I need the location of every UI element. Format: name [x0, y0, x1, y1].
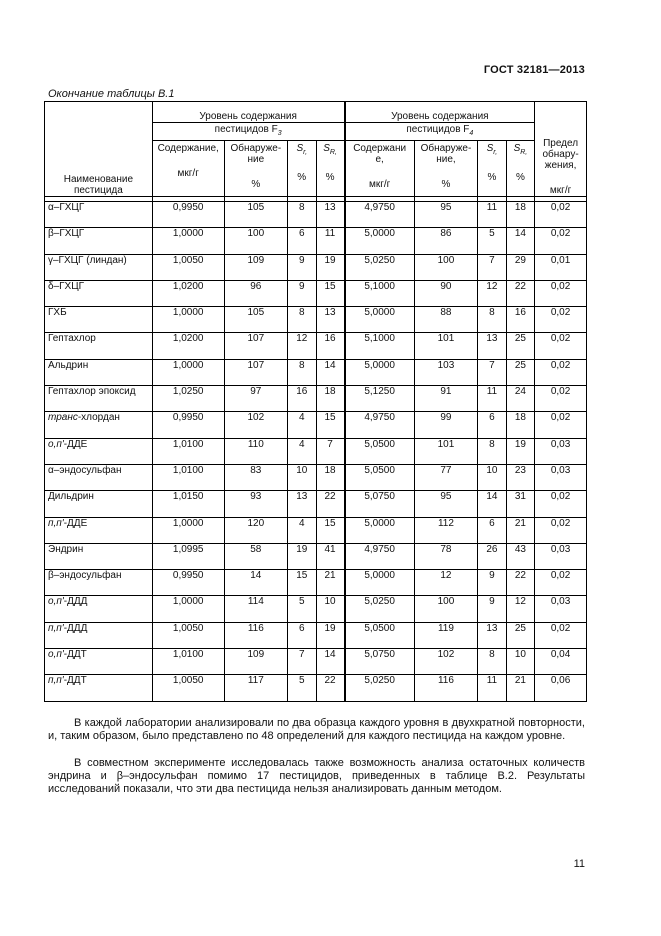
- pesticide-name-text: -ДДД: [63, 596, 88, 608]
- cell-sR-f3: 18: [316, 464, 345, 490]
- cell-detected-f3: 117: [224, 675, 287, 701]
- header-f4-sr: [478, 141, 507, 197]
- cell-sr-f3: 15: [288, 570, 317, 596]
- cell-content-f4: 5,0750: [345, 649, 415, 675]
- table-body: [45, 197, 587, 702]
- header-f3-content-unit: мкг/г: [177, 168, 199, 179]
- cell-content-f4: 5,1000: [345, 333, 415, 359]
- cell-detection-limit: 0,02: [535, 202, 587, 228]
- cell-detection-limit: 0,02: [535, 491, 587, 517]
- pesticide-name-text: α–ГХЦГ: [48, 202, 85, 213]
- cell-content-f3: 1,0250: [152, 386, 224, 412]
- header-level-f4-subscript: 4: [469, 130, 474, 137]
- table-row: [45, 570, 587, 596]
- cell-pesticide-name: [45, 622, 153, 648]
- cell-content-f4: 5,1000: [345, 280, 415, 306]
- cell-sr-f3: 13: [288, 491, 317, 517]
- cell-detection-limit: 0,03: [535, 543, 587, 569]
- cell-sr-f3: 9: [288, 254, 317, 280]
- cell-pesticide-name: [45, 675, 153, 701]
- table-row: [45, 464, 587, 490]
- pesticide-name-text: Гептахлор эпоксид: [48, 386, 136, 398]
- cell-sR-f3: 10: [316, 596, 345, 622]
- cell-detected-f4: 90: [414, 280, 477, 306]
- cell-sr-f3: 19: [288, 543, 317, 569]
- header-f3-sr: [288, 141, 317, 197]
- cell-sr-f3: 8: [288, 307, 317, 333]
- cell-detected-f3: 110: [224, 438, 287, 464]
- cell-content-f3: 0,9950: [152, 570, 224, 596]
- cell-sr-f3: 6: [288, 622, 317, 648]
- pesticide-name-italic: п,п': [48, 675, 64, 687]
- header-f3-content-label: Содержание,: [157, 143, 219, 154]
- header-f4-sr-unit: %: [487, 172, 497, 183]
- pesticide-name-text: ГХБ: [48, 307, 67, 319]
- cell-pesticide-name: [45, 438, 153, 464]
- cell-content-f4: 5,0250: [345, 254, 415, 280]
- cell-sR-f4: 29: [506, 254, 535, 280]
- cell-detection-limit: 0,03: [535, 464, 587, 490]
- cell-detection-limit: 0,03: [535, 438, 587, 464]
- cell-sR-f4: 43: [506, 543, 535, 569]
- cell-sR-f4: 10: [506, 649, 535, 675]
- cell-sr-f4: 7: [478, 359, 507, 385]
- cell-detected-f3: 109: [224, 649, 287, 675]
- cell-sr-f3: 16: [288, 386, 317, 412]
- cell-sR-f4: 25: [506, 333, 535, 359]
- cell-sR-f3: 16: [316, 333, 345, 359]
- cell-sr-f4: 8: [478, 438, 507, 464]
- document-standard-code: ГОСТ 32181—2013: [483, 64, 585, 76]
- pesticide-name-italic: о,п': [48, 438, 64, 450]
- cell-sR-f3: 41: [316, 543, 345, 569]
- cell-sR-f3: 18: [316, 386, 345, 412]
- cell-detection-limit: 0,02: [535, 386, 587, 412]
- cell-sR-f4: 24: [506, 386, 535, 412]
- cell-content-f4: 5,0750: [345, 491, 415, 517]
- header-f4-content: [345, 141, 415, 197]
- cell-content-f3: 1,0100: [152, 438, 224, 464]
- cell-detected-f3: 102: [224, 412, 287, 438]
- cell-pesticide-name: [45, 596, 153, 622]
- cell-content-f3: 1,0000: [152, 228, 224, 254]
- cell-detected-f3: 100: [224, 228, 287, 254]
- cell-sR-f3: 15: [316, 517, 345, 543]
- header-f4-sr-symbol: S: [486, 143, 494, 154]
- pesticide-name-text: -ДДТ: [63, 675, 87, 687]
- table-row: [45, 622, 587, 648]
- header-f3-sr-subscript: r,: [303, 149, 308, 156]
- cell-pesticide-name: [45, 228, 153, 254]
- cell-detection-limit: 0,02: [535, 228, 587, 254]
- cell-detection-limit: 0,02: [535, 307, 587, 333]
- cell-content-f3: 1,0050: [152, 675, 224, 701]
- cell-content-f3: 1,0000: [152, 359, 224, 385]
- cell-sR-f4: 22: [506, 570, 535, 596]
- cell-detected-f3: 107: [224, 333, 287, 359]
- cell-detected-f3: 93: [224, 491, 287, 517]
- cell-detected-f4: 86: [414, 228, 477, 254]
- cell-content-f3: 1,0050: [152, 254, 224, 280]
- page-number: 11: [573, 858, 585, 870]
- cell-detection-limit: 0,02: [535, 412, 587, 438]
- cell-detection-limit: 0,03: [535, 596, 587, 622]
- cell-content-f3: 1,0000: [152, 307, 224, 333]
- cell-sr-f3: 12: [288, 333, 317, 359]
- cell-detected-f3: 109: [224, 254, 287, 280]
- cell-detection-limit: 0,02: [535, 280, 587, 306]
- cell-sR-f4: 19: [506, 438, 535, 464]
- pesticide-name-text: Дильдрин: [48, 491, 94, 503]
- cell-detection-limit: 0,01: [535, 254, 587, 280]
- pesticide-name-italic: о,п': [48, 596, 64, 608]
- cell-sr-f3: 4: [288, 517, 317, 543]
- cell-detected-f4: 88: [414, 307, 477, 333]
- cell-sr-f3: 4: [288, 438, 317, 464]
- cell-sR-f4: 25: [506, 622, 535, 648]
- pesticide-name-italic: п,п': [48, 622, 64, 634]
- pesticide-name-italic: о,п': [48, 649, 64, 661]
- header-f4-content-unit: мкг/г: [368, 179, 391, 190]
- table-row: [45, 254, 587, 280]
- header-level-f4-line1: Уровень содержания: [345, 102, 535, 123]
- cell-sR-f3: 22: [316, 491, 345, 517]
- cell-content-f3: 1,0000: [152, 517, 224, 543]
- cell-detected-f3: 83: [224, 464, 287, 490]
- cell-sr-f3: 5: [288, 675, 317, 701]
- cell-content-f4: 4,9750: [345, 543, 415, 569]
- cell-detection-limit: 0,02: [535, 359, 587, 385]
- pesticide-name-text: Гептахлор: [48, 333, 96, 345]
- cell-content-f4: 5,0000: [345, 570, 415, 596]
- table-row: [45, 359, 587, 385]
- cell-content-f3: 0,9950: [152, 202, 224, 228]
- header-detection-limit: [535, 102, 587, 197]
- cell-detected-f4: 95: [414, 491, 477, 517]
- pesticide-name-italic: п,п': [48, 517, 64, 529]
- cell-sR-f4: 16: [506, 307, 535, 333]
- cell-content-f3: 1,0000: [152, 596, 224, 622]
- cell-pesticide-name: [45, 333, 153, 359]
- cell-detected-f4: 77: [414, 464, 477, 490]
- cell-content-f3: 1,0050: [152, 622, 224, 648]
- cell-detected-f3: 97: [224, 386, 287, 412]
- cell-content-f4: 5,0500: [345, 464, 415, 490]
- pesticide-name-text: α–эндосульфан: [48, 464, 122, 476]
- header-f4-sr-subscript: r,: [493, 149, 498, 156]
- cell-sR-f3: 21: [316, 570, 345, 596]
- cell-detected-f3: 58: [224, 543, 287, 569]
- cell-sR-f4: 22: [506, 280, 535, 306]
- cell-content-f3: 1,0200: [152, 280, 224, 306]
- header-level-f4-text: пестицидов F: [406, 124, 470, 135]
- cell-detected-f4: 99: [414, 412, 477, 438]
- cell-content-f4: 4,9750: [345, 412, 415, 438]
- pesticide-name-text: -ДДТ: [63, 649, 87, 661]
- pesticide-name-text: -ДДД: [63, 622, 88, 634]
- table-row: [45, 543, 587, 569]
- table-caption: Окончание таблицы В.1: [48, 88, 175, 100]
- paragraph-2: В совместном эксперименте исследовалась также возможность анализа остаточных количеств эндрина и β–эндосульфан помимо 17 пестицидов, приведенных в таблице В.2. Результаты исследований показали, что эти два пестицида нельзя анализировать данным методом.: [48, 757, 585, 795]
- header-f3-detected-label: Обнаруже-ние: [230, 143, 282, 165]
- cell-detected-f3: 107: [224, 359, 287, 385]
- cell-content-f3: 1,0995: [152, 543, 224, 569]
- table-row: [45, 333, 587, 359]
- cell-pesticide-name: [45, 254, 153, 280]
- header-f4-detected-unit: %: [441, 179, 451, 190]
- cell-pesticide-name: [45, 307, 153, 333]
- header-f3-sr-unit: %: [297, 172, 307, 183]
- header-f3-sR-subscript: R,: [329, 149, 337, 156]
- header-level-f4-line2: [345, 123, 535, 141]
- cell-sr-f4: 26: [478, 543, 507, 569]
- cell-sr-f4: 9: [478, 596, 507, 622]
- header-f3-sR-symbol: S: [323, 143, 330, 154]
- cell-detection-limit: 0,06: [535, 675, 587, 701]
- table-row: [45, 228, 587, 254]
- header-level-f3-line1: Уровень содержания: [152, 102, 344, 123]
- cell-content-f4: 5,0500: [345, 622, 415, 648]
- cell-detected-f3: 114: [224, 596, 287, 622]
- cell-detected-f4: 91: [414, 386, 477, 412]
- cell-sr-f4: 7: [478, 254, 507, 280]
- cell-content-f3: 1,0200: [152, 333, 224, 359]
- header-f4-sR: [506, 141, 535, 197]
- header-f3-sR: [316, 141, 345, 197]
- cell-sR-f4: 21: [506, 675, 535, 701]
- paragraph-1: В каждой лаборатории анализировали по два образца каждого уровня в двухкратной повторности, и, таким образом, было представлено по 48 определений для каждого пестицида на каждом уровне.: [48, 717, 585, 742]
- cell-sr-f3: 10: [288, 464, 317, 490]
- header-detection-limit-unit: мкг/г: [549, 185, 572, 196]
- cell-pesticide-name: [45, 649, 153, 675]
- cell-detected-f3: 96: [224, 280, 287, 306]
- cell-pesticide-name: [45, 202, 153, 228]
- cell-sr-f4: 11: [478, 202, 507, 228]
- cell-content-f4: 5,0250: [345, 596, 415, 622]
- header-f3-detected: [224, 141, 287, 197]
- pesticide-name-text: -хлордан: [77, 412, 120, 424]
- pesticide-name-text: -ДДЕ: [63, 517, 88, 529]
- cell-detected-f4: 78: [414, 543, 477, 569]
- cell-content-f4: 5,1250: [345, 386, 415, 412]
- pesticide-name-italic: транс: [48, 412, 78, 424]
- cell-sR-f3: 14: [316, 359, 345, 385]
- cell-sR-f4: 31: [506, 491, 535, 517]
- cell-content-f3: 0,9950: [152, 412, 224, 438]
- pesticide-name-text: β–эндосульфан: [48, 570, 122, 582]
- table-row: [45, 386, 587, 412]
- cell-sr-f3: 4: [288, 412, 317, 438]
- cell-sr-f4: 8: [478, 307, 507, 333]
- cell-sr-f4: 12: [478, 280, 507, 306]
- table-row: [45, 438, 587, 464]
- cell-sr-f4: 14: [478, 491, 507, 517]
- cell-pesticide-name: [45, 517, 153, 543]
- cell-detected-f4: 101: [414, 333, 477, 359]
- header-level-f3-text: пестицидов F: [214, 124, 278, 135]
- cell-sr-f3: 5: [288, 596, 317, 622]
- pesticide-name-text: -ДДЕ: [63, 438, 88, 450]
- cell-detected-f4: 12: [414, 570, 477, 596]
- table-row: [45, 517, 587, 543]
- cell-sr-f3: 8: [288, 359, 317, 385]
- cell-sr-f4: 13: [478, 333, 507, 359]
- table-row: [45, 491, 587, 517]
- table-row: [45, 649, 587, 675]
- cell-detection-limit: 0,02: [535, 570, 587, 596]
- cell-sR-f4: 21: [506, 517, 535, 543]
- cell-detected-f3: 105: [224, 307, 287, 333]
- cell-detected-f4: 103: [414, 359, 477, 385]
- header-f4-sR-unit: %: [515, 172, 525, 183]
- cell-sR-f3: 11: [316, 228, 345, 254]
- cell-content-f4: 5,0000: [345, 228, 415, 254]
- cell-sr-f4: 11: [478, 675, 507, 701]
- cell-pesticide-name: [45, 491, 153, 517]
- cell-sR-f4: 18: [506, 202, 535, 228]
- cell-pesticide-name: [45, 359, 153, 385]
- cell-detected-f3: 120: [224, 517, 287, 543]
- pesticide-name-text: δ–ГХЦГ: [48, 280, 85, 292]
- cell-sr-f3: 8: [288, 202, 317, 228]
- cell-detected-f3: 105: [224, 202, 287, 228]
- cell-detected-f4: 101: [414, 438, 477, 464]
- cell-pesticide-name: [45, 386, 153, 412]
- cell-detected-f4: 100: [414, 596, 477, 622]
- cell-detected-f3: 14: [224, 570, 287, 596]
- cell-detection-limit: 0,02: [535, 333, 587, 359]
- header-level-f3-line2: [152, 123, 344, 141]
- pesticide-name-text: Альдрин: [48, 359, 89, 371]
- header-f3-content: [152, 141, 224, 197]
- cell-content-f3: 1,0100: [152, 464, 224, 490]
- cell-pesticide-name: [45, 412, 153, 438]
- cell-detected-f3: 116: [224, 622, 287, 648]
- cell-content-f4: 5,0500: [345, 438, 415, 464]
- table-row: [45, 596, 587, 622]
- cell-sR-f4: 18: [506, 412, 535, 438]
- header-f4-detected: [414, 141, 477, 197]
- cell-pesticide-name: [45, 543, 153, 569]
- cell-sR-f3: 19: [316, 254, 345, 280]
- header-detection-limit-label: Предел обнару-жения,: [542, 138, 579, 171]
- cell-sR-f4: 23: [506, 464, 535, 490]
- cell-sR-f3: 19: [316, 622, 345, 648]
- cell-detected-f4: 116: [414, 675, 477, 701]
- header-pesticide-name: Наименование пестицида: [45, 102, 153, 197]
- cell-content-f4: 5,0000: [345, 359, 415, 385]
- cell-detected-f4: 102: [414, 649, 477, 675]
- cell-sr-f4: 10: [478, 464, 507, 490]
- cell-sR-f3: 14: [316, 649, 345, 675]
- cell-content-f3: 1,0100: [152, 649, 224, 675]
- header-f4-sR-subscript: R,: [520, 149, 528, 156]
- cell-sr-f4: 13: [478, 622, 507, 648]
- table-row: [45, 280, 587, 306]
- cell-detection-limit: 0,04: [535, 649, 587, 675]
- cell-content-f3: 1,0150: [152, 491, 224, 517]
- cell-content-f4: 5,0000: [345, 307, 415, 333]
- header-f3-sr-symbol: S: [296, 143, 304, 154]
- cell-sr-f4: 9: [478, 570, 507, 596]
- cell-pesticide-name: [45, 570, 153, 596]
- table-row: [45, 412, 587, 438]
- table-row: [45, 202, 587, 228]
- cell-detected-f4: 112: [414, 517, 477, 543]
- cell-sr-f4: 11: [478, 386, 507, 412]
- cell-pesticide-name: [45, 280, 153, 306]
- cell-sR-f3: 15: [316, 280, 345, 306]
- cell-sr-f3: 6: [288, 228, 317, 254]
- cell-content-f4: 5,0250: [345, 675, 415, 701]
- pesticide-name-text: Эндрин: [48, 543, 84, 555]
- pesticide-name-text: γ–ГХЦГ (линдан): [48, 254, 127, 266]
- cell-content-f4: 5,0000: [345, 517, 415, 543]
- cell-sr-f3: 7: [288, 649, 317, 675]
- cell-detected-f4: 119: [414, 622, 477, 648]
- cell-detected-f4: 95: [414, 202, 477, 228]
- header-f4-detected-label: Обнаруже-ние,: [420, 143, 472, 165]
- cell-detection-limit: 0,02: [535, 622, 587, 648]
- header-f3-detected-unit: %: [251, 179, 261, 190]
- cell-content-f4: 4,9750: [345, 202, 415, 228]
- header-level-f3-subscript: 3: [277, 130, 282, 137]
- cell-sR-f4: 25: [506, 359, 535, 385]
- cell-sR-f3: 13: [316, 202, 345, 228]
- cell-sr-f4: 6: [478, 412, 507, 438]
- cell-sR-f3: 22: [316, 675, 345, 701]
- cell-detection-limit: 0,02: [535, 517, 587, 543]
- table-row: [45, 307, 587, 333]
- header-f4-sR-symbol: S: [513, 143, 521, 154]
- cell-sR-f3: 13: [316, 307, 345, 333]
- pesticide-table: [44, 101, 587, 702]
- header-f4-content-label: Содержани е,: [353, 143, 407, 165]
- cell-sr-f4: 8: [478, 649, 507, 675]
- pesticide-name-text: β–ГХЦГ: [48, 228, 85, 240]
- table-row: [45, 675, 587, 701]
- cell-sR-f3: 15: [316, 412, 345, 438]
- cell-sr-f4: 5: [478, 228, 507, 254]
- cell-sR-f4: 14: [506, 228, 535, 254]
- cell-sR-f3: 7: [316, 438, 345, 464]
- cell-sr-f3: 9: [288, 280, 317, 306]
- cell-pesticide-name: [45, 464, 153, 490]
- cell-detected-f4: 100: [414, 254, 477, 280]
- cell-sR-f4: 12: [506, 596, 535, 622]
- header-f3-sR-unit: %: [325, 172, 335, 183]
- cell-sr-f4: 6: [478, 517, 507, 543]
